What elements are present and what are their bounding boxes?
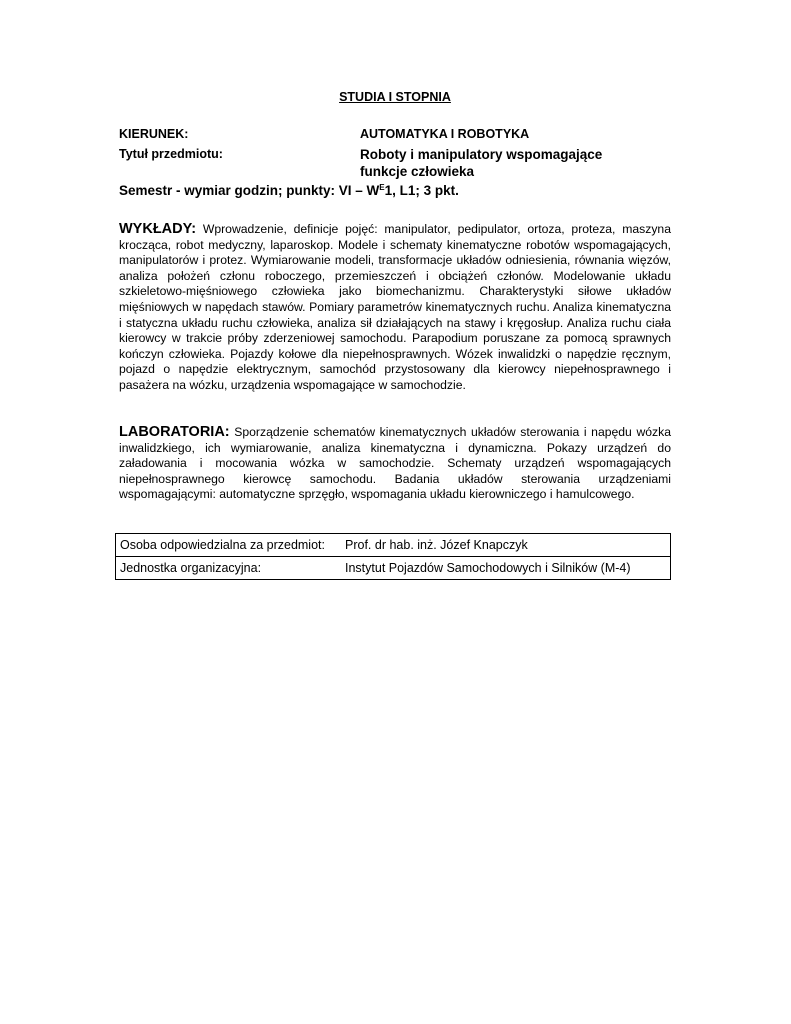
- laboratoria-heading: LABORATORIA:: [119, 424, 230, 440]
- semestr-suffix: 1, L1; 3 pkt.: [384, 183, 459, 198]
- laboratoria-text: Sporządzenie schematów kinematycznych układów sterowania i napędu wózka inwalidzkiego, ich wymiarowanie, analiza kinematyczna i dynamiczna. Pokazy urządzeń do załadowania i mocowania wózka w samochodzie. Schematy urządzeń wspomagających niepełnosprawnego kierowcę samochodu. Badania układów sterowania urządzeniami wspomagającymi: automatyczne sprzęgło, wspomagania układu kierowniczego i hamulcowego.: [119, 425, 671, 502]
- kierunek-label: KIERUNEK:: [119, 127, 189, 141]
- table-row: [116, 534, 671, 557]
- laboratoria-section: [119, 425, 671, 503]
- semestr-prefix: Semestr - wymiar godzin; punkty: VI – W: [119, 183, 380, 198]
- tytul-value-line1: Roboty i manipulatory wspomagające: [360, 147, 603, 162]
- semestr-superscript: E: [379, 183, 385, 192]
- tytul-label: Tytuł przedmiotu:: [119, 147, 223, 161]
- responsible-person-value: Prof. dr hab. inż. Józef Knapczyk: [341, 534, 671, 557]
- kierunek-value: AUTOMATYKA I ROBOTYKA: [360, 127, 530, 141]
- organizational-unit-value: Instytut Pojazdów Samochodowych i Silników (M-4): [341, 557, 671, 580]
- wyklady-section: [119, 222, 671, 394]
- study-level-title: STUDIA I STOPNIA: [339, 90, 451, 104]
- organizational-unit-label: Jednostka organizacyjna:: [116, 557, 342, 580]
- semestr-line: [119, 183, 459, 198]
- wyklady-text: Wprowadzenie, definicje pojęć: manipulator, pedipulator, ortoza, proteza, maszyna krocząca, robot medyczny, laparoskop. Modele i schematy kinematyczne robotów wspomagających, manipulatorów i protez. Wymiarowanie modeli, transformacje układów odniesienia, równania więzów, analiza położeń członu roboczego, przemieszczeń i obciążeń członów. Modelowanie układu szkieletowo-mięśniowego człowieka jako biomechanizmu. Charakterystyki siłowe układów mięśniowych w napędach stawów. Pomiary parametrów kinematycznych ruchu. Analiza kinematyczna i statyczna układu ruchu człowieka, analiza sił działających na stawy i kręgosłup. Analiza ruchu ciała kierowcy w trakcie próby zderzeniowej samochodu. Parapodium poruszane za pomocą sprawnych kończyn człowieka. Pojazdy kołowe dla niepełnosprawnych. Wózek inwalidzki o napędzie ręcznym, pojazd o napędzie elektrycznym, samochód przystosowany dla kierowcy niepełnosprawnego i pasażera na wózku, urządzenia wspomagające w samochodzie.: [119, 222, 671, 392]
- info-table: [115, 533, 671, 580]
- table-row: [116, 557, 671, 580]
- responsible-person-label: Osoba odpowiedzialna za przedmiot:: [116, 534, 342, 557]
- tytul-value-line2: funkcje człowieka: [360, 164, 475, 179]
- wyklady-heading: WYKŁADY:: [119, 221, 197, 237]
- tytul-value: [360, 146, 602, 180]
